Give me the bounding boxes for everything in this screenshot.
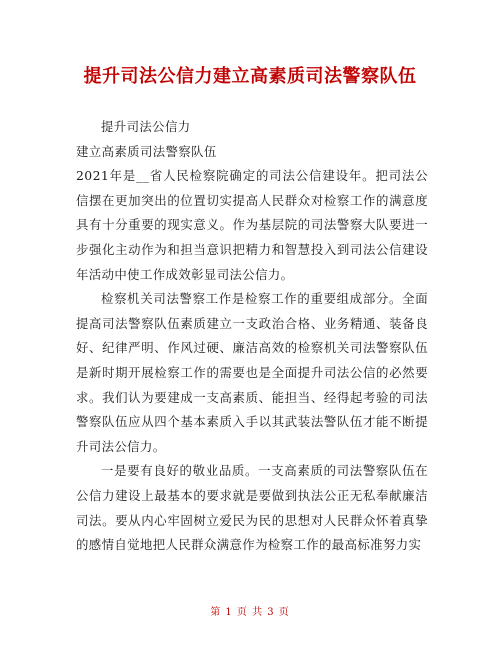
- paragraph-heading-1: 提升司法公信力: [101, 119, 191, 134]
- document-title: 提升司法公信力建立高素质司法警察队伍: [83, 66, 417, 87]
- paragraph-body-2: 一是要有良好的敬业品质。一支高素质的司法警察队伍在公信力建设上最基本的要求就是要做到执法公正无私奉献廉洁司法。要从内心牢固树立爱民为民的思想对人民群众怀着真挚的感情自觉地把人民群众满意作为检察工作的最高标准努力实: [76, 463, 428, 553]
- paragraph-body-1: 检察机关司法警察工作是检察工作的重要组成部分。全面提高司法警察队伍素质建立一支政治合格、业务精通、装备良好、纪律严明、作风过硬、廉洁高效的检察机关司法警察队伍是新时期开展检察工作的需要也是全面提升司法公信的必然要求。我们认为要建成一支高素质、能担当、经得起考验的司法警察队伍应从四个基本素质入手以其武装法警队伍才能不断提升司法公信力。: [76, 291, 428, 454]
- document-body: [76, 115, 428, 558]
- paragraph-heading-2: 建立高素质司法警察队伍: [76, 143, 217, 159]
- paragraph-intro: 2021年是__省人民检察院确定的司法公信建设年。把司法公信摆在更加突出的位置切实提高人民群众对检察工作的满意度具有十分重要的现实意义。作为基层院的司法警察大队要进一步强化主动作为和担当意识把精力和智慧投入到司法公信建设年活动中使工作成效彰显司法公信力。: [76, 168, 428, 282]
- page-number-footer: 第 1 页 共 3 页: [210, 607, 290, 618]
